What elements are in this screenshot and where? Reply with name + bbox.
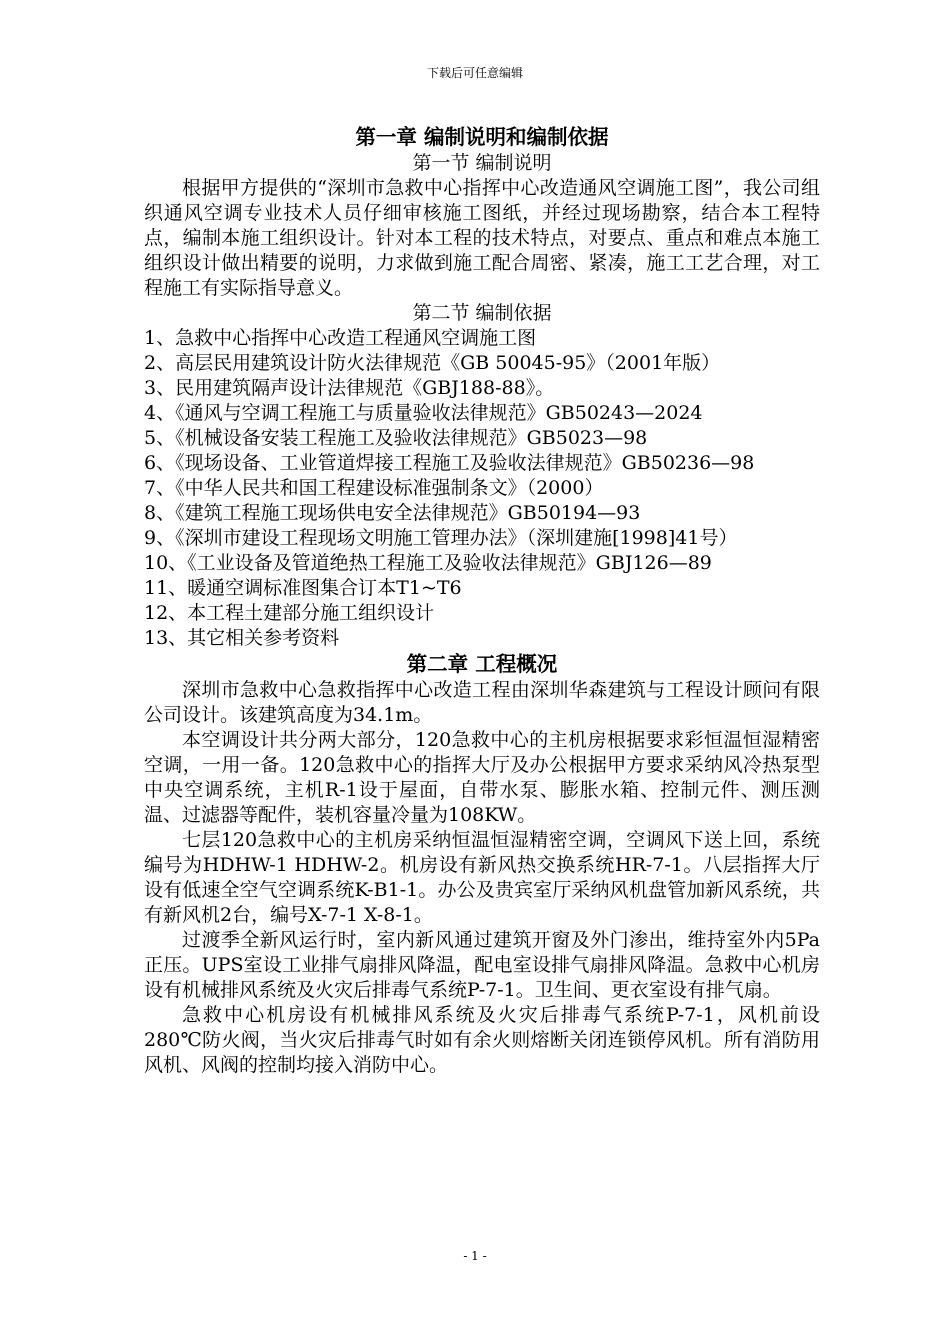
- overview-paragraph: 过渡季全新风运行时，室内新风通过建筑开窗及外门渗出，维持室外内5Pa正压。UPS室设工业排气扇排风降温，配电室设排气扇排风降温。急救中心机房设有机械排风系统及火灾后排毒气系统P-7-1。卫生间、更衣室设有排气扇。: [144, 929, 820, 1001]
- overview-paragraph: 七层120急救中心的主机房采纳恒温恒湿精密空调，空调风下送上回，系统编号为HDHW-1 HDHW-2。机房设有新风热交换系统HR-7-1。八层指挥大厅设有低速全空气空调系统K-B1-1。办公及贵宾室厅采纳风机盘管加新风系统，共有新风机2台，编号X-7-1 X-8-1。: [144, 829, 820, 926]
- list-item: 4、《通风与空调工程施工与质量验收法律规范》GB50243—2024: [144, 402, 703, 424]
- list-item: 12、本工程土建部分施工组织设计: [144, 602, 435, 624]
- list-item: 8、《建筑工程施工现场供电安全法律规范》GB50194—93: [144, 502, 641, 524]
- basis-list: [144, 326, 820, 651]
- section-2-title: 第二节 编制依据: [412, 302, 552, 324]
- section-1-title: 第一节 编制说明: [412, 152, 552, 174]
- list-item: 2、高层民用建筑设计防火法律规范《GB 50045-95》（2001年版）: [144, 352, 721, 374]
- list-item: 1、急救中心指挥中心改造工程通风空调施工图: [144, 327, 537, 349]
- page-header: 下载后可任意编辑: [426, 66, 523, 80]
- list-item: 10、《工业设备及管道绝热工程施工及验收法律规范》GBJ126—89: [144, 552, 712, 574]
- list-item: 7、《中华人民共和国工程建设标准强制条文》（2000）: [144, 477, 604, 499]
- chapter-1-title: 第一章 编制说明和编制依据: [355, 125, 609, 149]
- list-item: 6、《现场设备、工业管道焊接工程施工及验收法律规范》GB50236—98: [144, 452, 755, 474]
- section-1-paragraph: 根据甲方提供的“深圳市急救中心指挥中心改造通风空调施工图”，我公司组织通风空调专业技术人员仔细审核施工图纸，并经过现场勘察，结合本工程特点，编制本施工组织设计。针对本工程的技术特点，对要点、重点和难点本施工组织设计做出精要的说明，力求做到施工配合周密、紧凑，施工工艺合理，对工程施工有实际指导意义。: [144, 177, 820, 299]
- chapter-2-title: 第二章 工程概况: [406, 652, 558, 676]
- overview-paragraph: 本空调设计共分两大部分，120急救中心的主机房根据要求彩恒温恒湿精密空调，一用一备。120急救中心的指挥大厅及办公根据甲方要求采纳风冷热泵型中央空调系统，主机R-1设于屋面，自带水泵、膨胀水箱、控制元件、测压测温、过滤器等配件，装机容量冷量为108KW。: [144, 729, 820, 826]
- document-body: [144, 124, 820, 1078]
- overview-paragraph: 急救中心机房设有机械排风系统及火灾后排毒气系统P-7-1，风机前设280℃防火阀，当火灾后排毒气时如有余火则熔断关闭连锁停风机。所有消防用风机、风阀的控制均接入消防中心。: [144, 1004, 820, 1076]
- list-item: 9、《深圳市建设工程现场文明施工管理办法》（深圳建施[1998]41号）: [144, 527, 738, 549]
- list-item: 11、暖通空调标准图集合订本T1~T6: [144, 577, 462, 599]
- page-number: - 1 -: [463, 1249, 487, 1263]
- list-item: 13、其它相关参考资料: [144, 627, 340, 649]
- list-item: 5、《机械设备安装工程施工及验收法律规范》GB5023—98: [144, 427, 648, 449]
- list-item: 3、民用建筑隔声设计法律规范《GBJ188-88》。: [144, 377, 555, 399]
- overview-paragraph: 深圳市急救中心急救指挥中心改造工程由深圳华森建筑与工程设计顾问有限公司设计。该建筑高度为34.1m。: [144, 679, 820, 726]
